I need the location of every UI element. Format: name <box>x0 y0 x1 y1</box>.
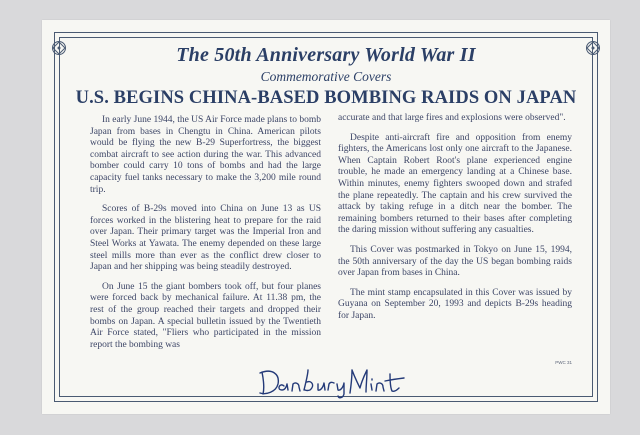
right-text-column <box>338 113 572 331</box>
paragraph: The mint stamp encapsulated in this Cover was issued by Guyana on September 20, 1993 and depicts B-29s heading for Japan. <box>338 287 572 321</box>
left-text-column <box>90 115 321 359</box>
commemorative-card <box>42 20 610 414</box>
card-subtitle: Commemorative Covers <box>260 69 392 84</box>
catalog-code: PWC 31 <box>555 360 572 365</box>
article-headline: U.S. BEGINS CHINA-BASED BOMBING RAIDS ON JAPAN <box>75 88 577 108</box>
danbury-mint-signature <box>254 360 414 400</box>
paragraph-continued: accurate and that large fires and explosions were observed". <box>338 113 566 123</box>
paragraph: On June 15 the giant bombers took off, but four planes were forced back by mechanical failure. At 11.38 pm, the rest of the group reached their targets and dropped their bombs on Japan. A special bulletin issued by the Twentieth Air Force stated, "Fliers who participated in the mission report the bombing was <box>90 281 321 350</box>
card-title: The 50th Anniversary World War II <box>176 44 476 66</box>
paragraph: In early June 1944, the US Air Force made plans to bomb Japan from bases in Chengtu in China. American pilots would be flying the new B-29 Superfortress, the biggest combat aircraft to see action during the war. This advanced bomber could carry 10 tons of bombs and had the large capacity fuel tanks necessary to make the 3,200 mile round trip. <box>90 115 321 195</box>
paragraph: Despite anti-aircraft fire and opposition from enemy fighters, the Americans lost only one aircraft to the Japanese. When Captain Robert Root's plane experienced engine trouble, he made an emergency landing at a Chinese base. Within minutes, enemy fighters swooped down and strafed the plane repeatedly. The captain and his crew survived the attack by taking refuge in a ditch near the bomber. The remaining bombers returned to their bases after completing the daring mission without suffering any casualties. <box>338 132 572 236</box>
paragraph: This Cover was postmarked in Tokyo on June 15, 1994, the 50th anniversary of the day the US began bombing raids over Japan from bases in China. <box>338 244 572 279</box>
paragraph: Scores of B-29s moved into China on June 13 as US forces worked in the blistering heat to prepare for the raid over Japan. Their primary target was the Imperial Iron and Steel Works at Yawata. The enemy depended on these large steel mills more than ever as the conflict drew closer to Japan and her shipping was being steadily destroyed. <box>90 204 321 273</box>
